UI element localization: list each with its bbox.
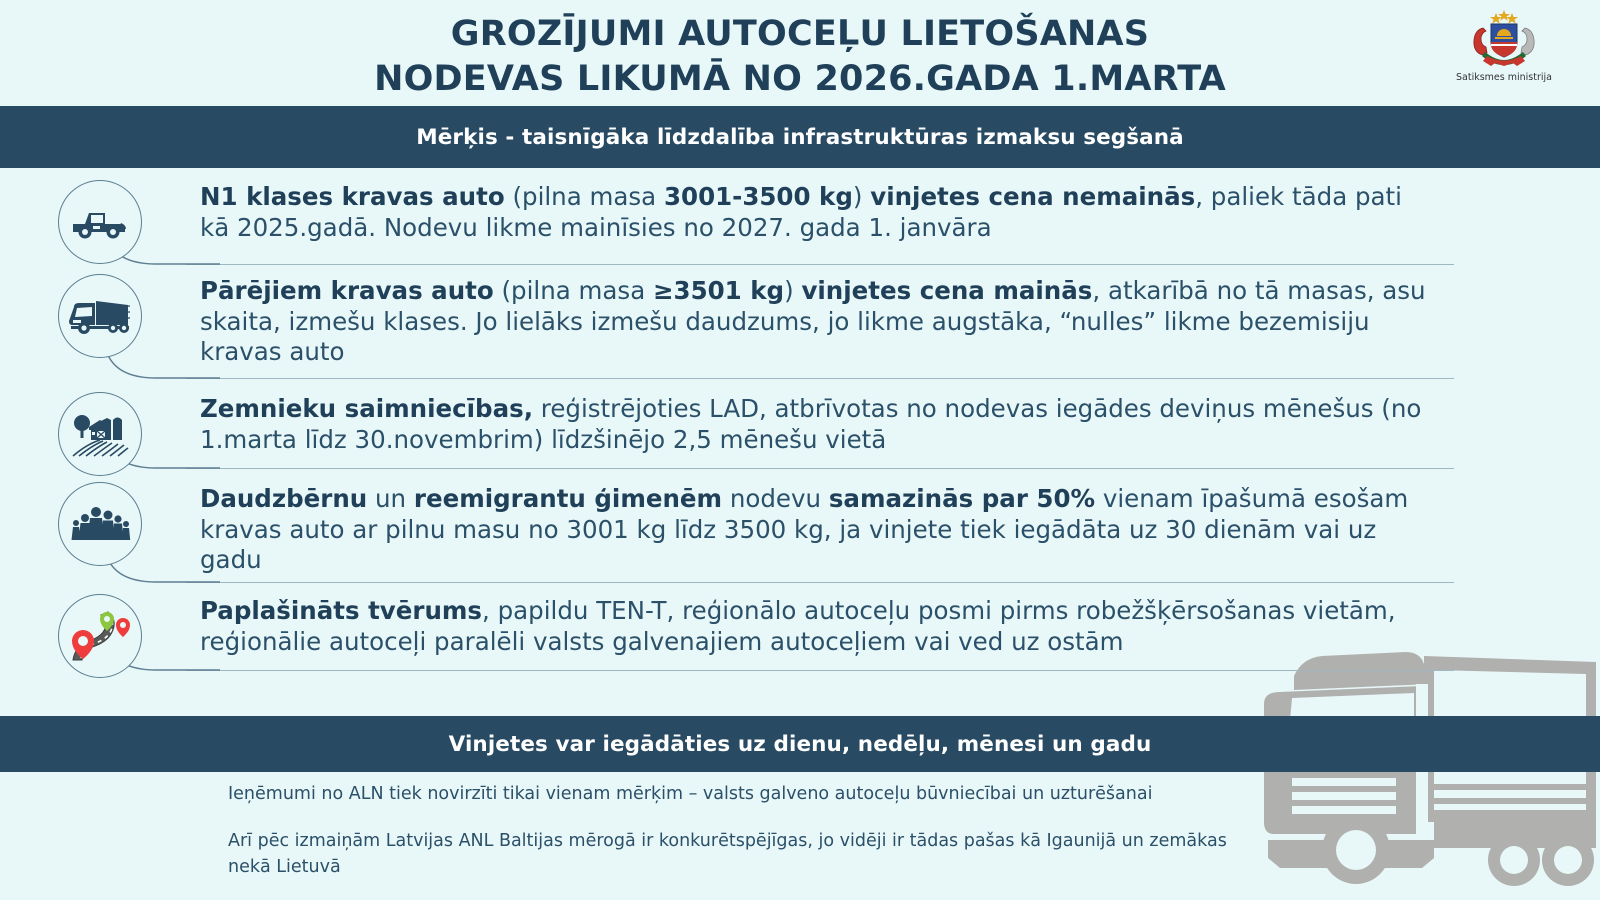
measure-text [200, 178, 1600, 243]
footer-note: Ieņēmumi no ALN tiek novirzīti tikai vienam mērķim – valsts galveno autoceļu būvniecībai un uzturēšanai [228, 784, 1153, 804]
page-title-line-2: NODEVAS LIKUMĀ NO 2026.GADA 1.MARTA [374, 58, 1226, 99]
measure-text-emphasis: Paplašināts tvērums [200, 596, 483, 625]
measure-text-plain: ) [852, 182, 871, 211]
measure-item [0, 272, 1600, 368]
ministry-logo-caption: Satiksmes ministrija [1456, 72, 1552, 83]
measure-item [0, 178, 1600, 270]
measure-text-emphasis: vinjetes cena nemainās [870, 182, 1196, 211]
measure-text-plain: , papildu TEN-T, reģionālo autoceļu posmi pirms robežšķērsošanas vietām, reģionālie autoceļi paralēli valsts galvenajiem autoceļiem vai ved uz ostām [200, 596, 1396, 656]
pickup-truck-icon [58, 180, 142, 264]
measure-text-emphasis: reemigrantu ģimenēm [413, 484, 723, 513]
footer-notes [228, 782, 1268, 880]
measure-item [0, 480, 1600, 576]
item-divider [186, 468, 1454, 469]
measure-text-emphasis: Daudzbērnu [200, 484, 368, 513]
measure-text-plain: vienam īpašumā esošam kravas auto ar pilnu masu no 3001 kg līdz 3500 kg, ja vinjete tiek iegādāta uz 30 dienām vai uz gadu [200, 484, 1409, 575]
measure-text-plain: ) [784, 276, 802, 305]
measure-text [200, 272, 1600, 368]
measure-text-emphasis: samazinās par 50% [828, 484, 1096, 513]
vignette-duration-banner-text: Vinjetes var iegādāties uz dienu, nedēļu, mēnesi un gadu [448, 731, 1152, 757]
measure-text-plain: un [367, 484, 414, 513]
measure-text-plain: , paliek tāda pati kā 2025.gadā. Nodevu likme mainīsies no 2027. gada 1. janvāra [200, 182, 1402, 242]
measure-text-plain: reģistrējoties LAD, atbrīvotas no nodevas iegādes deviņus mēnešus (no 1.marta līdz 30.novembrim) līdzšinējo 2,5 mēnešu vietā [200, 394, 1422, 454]
goal-banner-text: Mērķis - taisnīgāka līdzdalība infrastruktūras izmaksu segšanā [416, 124, 1184, 150]
measure-text-emphasis: Pārējiem kravas auto [200, 276, 494, 305]
measure-icon-container [0, 390, 200, 482]
cargo-truck-icon [58, 274, 142, 358]
item-divider [186, 582, 1454, 583]
measure-text-plain: , atkarībā no tā masas, asu skaita, izmešu klases. Jo lielāks izmešu daudzums, jo likme augstāka, “nulles” likme bezemisiju kravas auto [200, 276, 1426, 367]
page-title [180, 12, 1420, 102]
item-divider [186, 670, 1454, 671]
page-title-line-1: GROZĪJUMI AUTOCEĻU LIETOŠANAS [450, 14, 1150, 54]
measure-text-emphasis: N1 klases kravas auto [200, 182, 505, 211]
measure-icon-container [0, 592, 200, 684]
item-divider [186, 264, 1454, 265]
farm-icon [58, 392, 142, 476]
measure-icon-container [0, 480, 200, 572]
measure-text [200, 480, 1600, 576]
measure-text-emphasis: ≥3501 kg [653, 276, 785, 305]
measure-text-emphasis: 3001-3500 kg [663, 182, 853, 211]
measures-list [0, 178, 1600, 698]
road-map-pins-icon [58, 594, 142, 678]
measure-text-plain: (pilna masa [493, 276, 653, 305]
measure-text-plain: nodevu [722, 484, 829, 513]
measure-text-plain: (pilna masa [504, 182, 664, 211]
ministry-logo [1444, 8, 1564, 83]
header [0, 0, 1600, 105]
measure-text-emphasis: Zemnieku saimniecības, [200, 394, 534, 423]
measure-icon-container [0, 178, 200, 270]
measure-icon-container [0, 272, 200, 364]
latvia-coat-of-arms-icon [1461, 8, 1547, 66]
measure-text [200, 390, 1600, 455]
vignette-duration-banner [0, 716, 1600, 772]
measure-text-emphasis: vinjetes cena mainās [801, 276, 1093, 305]
item-divider [186, 378, 1454, 379]
measure-text [200, 592, 1600, 657]
goal-banner [0, 106, 1600, 168]
family-icon [58, 482, 142, 566]
footer-note: Arī pēc izmaiņām Latvijas ANL Baltijas mērogā ir konkurētspējīgas, jo vidēji ir tādas pašas kā Igaunijā un zemākas nekā Lietuvā [228, 831, 1227, 877]
